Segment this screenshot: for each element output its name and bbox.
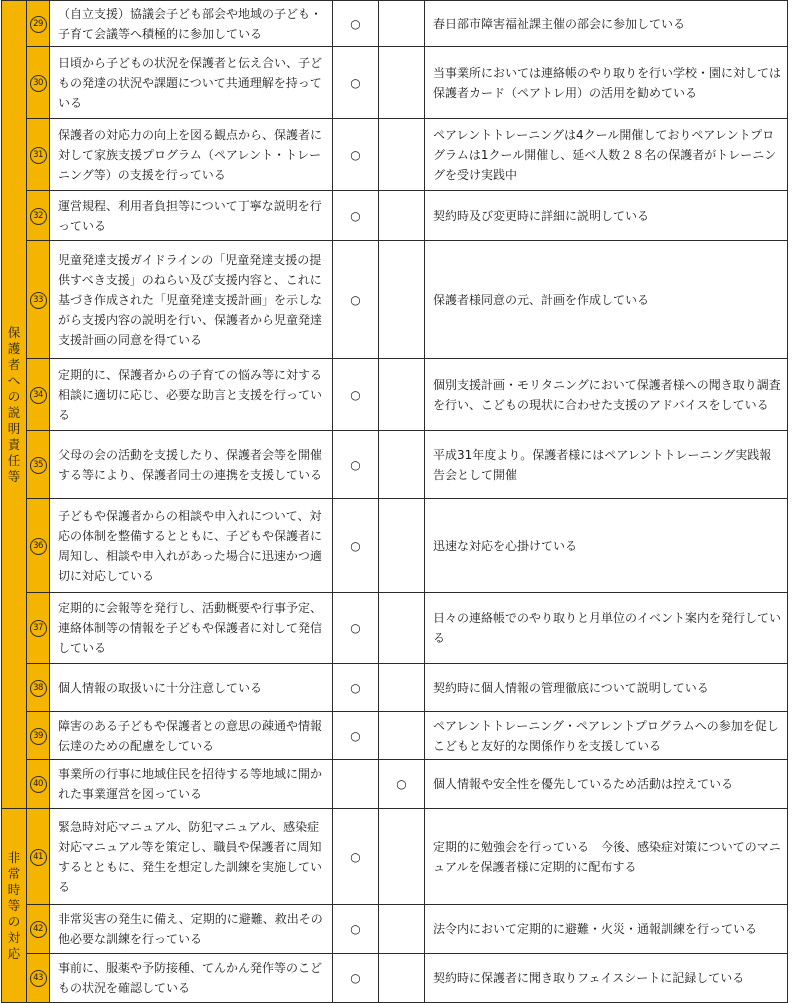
no-mark xyxy=(379,47,425,119)
item-number-cell xyxy=(27,664,50,712)
item-number: 36 xyxy=(30,538,47,555)
comment-text: 個別支援計画・モリタニングにおいて保護者様への聞き取り調査を行い、こどもの現状に合わせた支援のアドバイスをしている xyxy=(425,359,788,431)
yes-mark: ○ xyxy=(333,664,379,712)
table-row xyxy=(2,664,788,712)
comment-text: 迅速な対応を心掛けている xyxy=(425,499,788,593)
category-cell xyxy=(2,1,27,809)
table-row xyxy=(2,119,788,191)
no-mark xyxy=(379,593,425,664)
item-number: 43 xyxy=(30,970,47,987)
yes-mark: ○ xyxy=(333,1,379,47)
yes-mark: ○ xyxy=(333,359,379,431)
table-row xyxy=(2,1,788,47)
table-row xyxy=(2,499,788,593)
category-cell xyxy=(2,809,27,1003)
table-row xyxy=(2,954,788,1003)
item-number: 32 xyxy=(30,208,47,225)
item-number-cell xyxy=(27,712,50,760)
item-number: 35 xyxy=(30,457,47,474)
comment-text: 平成31年度より。保護者様にはペアレントトレーニング実践報告会として開催 xyxy=(425,431,788,499)
item-number-cell xyxy=(27,809,50,905)
comment-text: 契約時に個人情報の管理徹底について説明している xyxy=(425,664,788,712)
item-text: 定期的に、保護者からの子育ての悩み等に対する相談に適切に応じ、必要な助言と支援を行っている xyxy=(50,359,333,431)
item-number: 33 xyxy=(30,292,47,309)
no-mark xyxy=(379,119,425,191)
comment-text: 法令内において定期的に避難・火災・通報訓練を行っている xyxy=(425,905,788,954)
comment-text: ペアレントトレーニング・ペアレントプログラムへの参加を促しこどもと友好的な関係作りを支援している xyxy=(425,712,788,760)
item-text: 非常災害の発生に備え、定期的に避難、救出その他必要な訓練を行っている xyxy=(50,905,333,954)
table-row xyxy=(2,905,788,954)
item-number: 29 xyxy=(30,16,47,33)
no-mark xyxy=(379,241,425,359)
no-mark xyxy=(379,809,425,905)
yes-mark: ○ xyxy=(333,712,379,760)
item-text: 定期的に会報等を発行し、活動概要や行事予定、連絡体制等の情報を子どもや保護者に対して発信している xyxy=(50,593,333,664)
no-mark xyxy=(379,905,425,954)
no-mark xyxy=(379,954,425,1003)
item-number-cell xyxy=(27,499,50,593)
item-number-cell xyxy=(27,241,50,359)
table-row xyxy=(2,809,788,905)
yes-mark: ○ xyxy=(333,191,379,241)
comment-text: 日々の連絡帳でのやり取りと月単位のイベント案内を発行している xyxy=(425,593,788,664)
table-row xyxy=(2,191,788,241)
no-mark: ○ xyxy=(379,760,425,809)
no-mark xyxy=(379,359,425,431)
yes-mark: ○ xyxy=(333,954,379,1003)
item-text: 障害のある子どもや保護者との意思の疎通や情報伝達のための配慮をしている xyxy=(50,712,333,760)
item-number: 34 xyxy=(30,387,47,404)
yes-mark: ○ xyxy=(333,119,379,191)
item-text: （自立支援）協議会子ども部会や地域の子ども・子育て会議等へ積極的に参加している xyxy=(50,1,333,47)
no-mark xyxy=(379,712,425,760)
item-text: 父母の会の活動を支援したり、保護者会等を開催する等により、保護者同士の連携を支援している xyxy=(50,431,333,499)
item-number-cell xyxy=(27,905,50,954)
item-number: 30 xyxy=(30,75,47,92)
no-mark xyxy=(379,191,425,241)
item-text: 日頃から子どもの状況を保護者と伝え合い、子どもの発達の状況や課題について共通理解を持っている xyxy=(50,47,333,119)
category-label: 非 常 時 等 の 対 応 xyxy=(7,849,21,961)
item-number-cell xyxy=(27,191,50,241)
item-text: 運営規程、利用者負担等について丁寧な説明を行っている xyxy=(50,191,333,241)
item-number-cell xyxy=(27,119,50,191)
item-number: 31 xyxy=(30,147,47,164)
item-number-cell xyxy=(27,431,50,499)
yes-mark xyxy=(333,760,379,809)
item-text: 事業所の行事に地域住民を招待する等地域に開かれた事業運営を図っている xyxy=(50,760,333,809)
comment-text: 春日部市障害福祉課主催の部会に参加している xyxy=(425,1,788,47)
comment-text: 保護者様同意の元、計画を作成している xyxy=(425,241,788,359)
item-number-cell xyxy=(27,760,50,809)
no-mark xyxy=(379,499,425,593)
item-number: 39 xyxy=(30,728,47,745)
yes-mark: ○ xyxy=(333,905,379,954)
table-row xyxy=(2,359,788,431)
category-label: 保 護 者 へ の 説 明 責 任 等 xyxy=(7,324,21,484)
item-number-cell xyxy=(27,954,50,1003)
table-row xyxy=(2,431,788,499)
yes-mark: ○ xyxy=(333,499,379,593)
item-number-cell xyxy=(27,1,50,47)
comment-text: 個人情報や安全性を優先しているため活動は控えている xyxy=(425,760,788,809)
item-number: 40 xyxy=(30,776,47,793)
no-mark xyxy=(379,1,425,47)
item-text: 保護者の対応力の向上を図る観点から、保護者に対して家族支援プログラム（ペアレント・トレーニング等）の支援を行っている xyxy=(50,119,333,191)
yes-mark: ○ xyxy=(333,47,379,119)
yes-mark: ○ xyxy=(333,241,379,359)
no-mark xyxy=(379,664,425,712)
no-mark xyxy=(379,431,425,499)
item-number-cell xyxy=(27,359,50,431)
item-number: 37 xyxy=(30,620,47,637)
yes-mark: ○ xyxy=(333,809,379,905)
evaluation-table xyxy=(1,0,788,1003)
comment-text: 契約時に保護者に聞き取りフェイスシートに記録している xyxy=(425,954,788,1003)
item-number-cell xyxy=(27,593,50,664)
comment-text: ペアレントトレーニングは4クール開催しておりペアレントプログラムは1クール開催し、延べ人数２８名の保護者がトレーニングを受け実践中 xyxy=(425,119,788,191)
table-row xyxy=(2,593,788,664)
comment-text: 当事業所においては連絡帳のやり取りを行い学校・園に対しては保護者カード（ペアトレ用）の活用を勧めている xyxy=(425,47,788,119)
item-number: 38 xyxy=(30,680,47,697)
yes-mark: ○ xyxy=(333,431,379,499)
table-row xyxy=(2,47,788,119)
item-number: 42 xyxy=(30,921,47,938)
comment-text: 定期的に勉強会を行っている 今後、感染症対策についてのマニュアルを保護者様に定期的に配布する xyxy=(425,809,788,905)
item-text: 児童発達支援ガイドラインの「児童発達支援の提供すべき支援」のねらい及び支援内容と、これに基づき作成された「児童発達支援計画」を示しながら支援内容の説明を行い、保護者から児童発達支援計画の同意を得ている xyxy=(50,241,333,359)
item-number-cell xyxy=(27,47,50,119)
item-text: 事前に、服薬や予防接種、てんかん発作等のこどもの状況を確認している xyxy=(50,954,333,1003)
table-row xyxy=(2,712,788,760)
item-number: 41 xyxy=(30,849,47,866)
item-text: 子どもや保護者からの相談や申入れについて、対応の体制を整備するとともに、子どもや保護者に周知し、相談や申入れがあった場合に迅速かつ適切に対応している xyxy=(50,499,333,593)
table-row xyxy=(2,760,788,809)
comment-text: 契約時及び変更時に詳細に説明している xyxy=(425,191,788,241)
table-row xyxy=(2,241,788,359)
item-text: 個人情報の取扱いに十分注意している xyxy=(50,664,333,712)
item-text: 緊急時対応マニュアル、防犯マニュアル、感染症対応マニュアル等を策定し、職員や保護者に周知するとともに、発生を想定した訓練を実施している xyxy=(50,809,333,905)
yes-mark: ○ xyxy=(333,593,379,664)
